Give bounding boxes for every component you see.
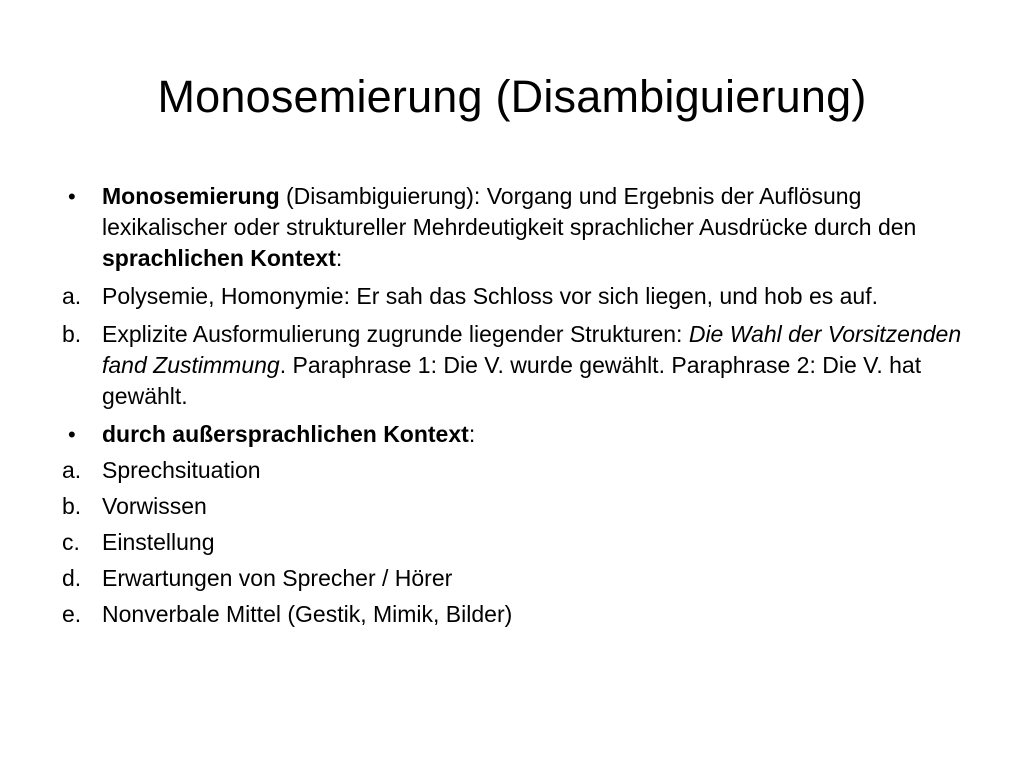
list-item (62, 181, 962, 274)
letter-marker: e. (62, 601, 82, 627)
letter-marker: d. (62, 565, 82, 591)
item-text: Sprechsituation (102, 457, 261, 483)
letter-marker: a. (62, 457, 82, 483)
list-item (62, 455, 962, 486)
letter-marker: b. (62, 321, 82, 347)
list-item (62, 527, 962, 558)
list-item (62, 281, 962, 312)
letter-marker: b. (62, 493, 82, 519)
slide-body (62, 181, 962, 635)
item-text: Einstellung (102, 529, 215, 555)
item-text: Nonverbale Mittel (Gestik, Mimik, Bilder) (102, 601, 513, 627)
item-text: Vorwissen (102, 493, 207, 519)
list-item (62, 319, 962, 412)
list-item (62, 563, 962, 594)
item-text: Polysemie, Homonymie: Er sah das Schloss vor sich liegen, und hob es auf. (102, 283, 878, 309)
list-item (62, 419, 962, 450)
item-text: durch außersprachlichen Kontext: (102, 421, 476, 447)
item-text: Erwartungen von Sprecher / Hörer (102, 565, 453, 591)
letter-marker: c. (62, 529, 80, 555)
list-item (62, 491, 962, 522)
bullet-marker: • (68, 422, 76, 447)
bullet-marker: • (68, 184, 76, 209)
item-text: Explizite Ausformulierung zugrunde liegender Strukturen: Die Wahl der Vorsitzenden fand Zustimmung. Paraphrase 1: Die V. wurde gewählt. Paraphrase 2: Die V. hat gewählt. (102, 321, 962, 409)
letter-marker: a. (62, 283, 82, 309)
slide-title: Monosemierung (Disambiguierung) (157, 71, 867, 122)
item-text: Monosemierung (Disambiguierung): Vorgang und Ergebnis der Auflösung lexikalischer oder struktureller Mehrdeutigkeit sprachlicher Ausdrücke durch den sprachlichen Kontext: (102, 183, 917, 271)
list-item (62, 599, 962, 630)
